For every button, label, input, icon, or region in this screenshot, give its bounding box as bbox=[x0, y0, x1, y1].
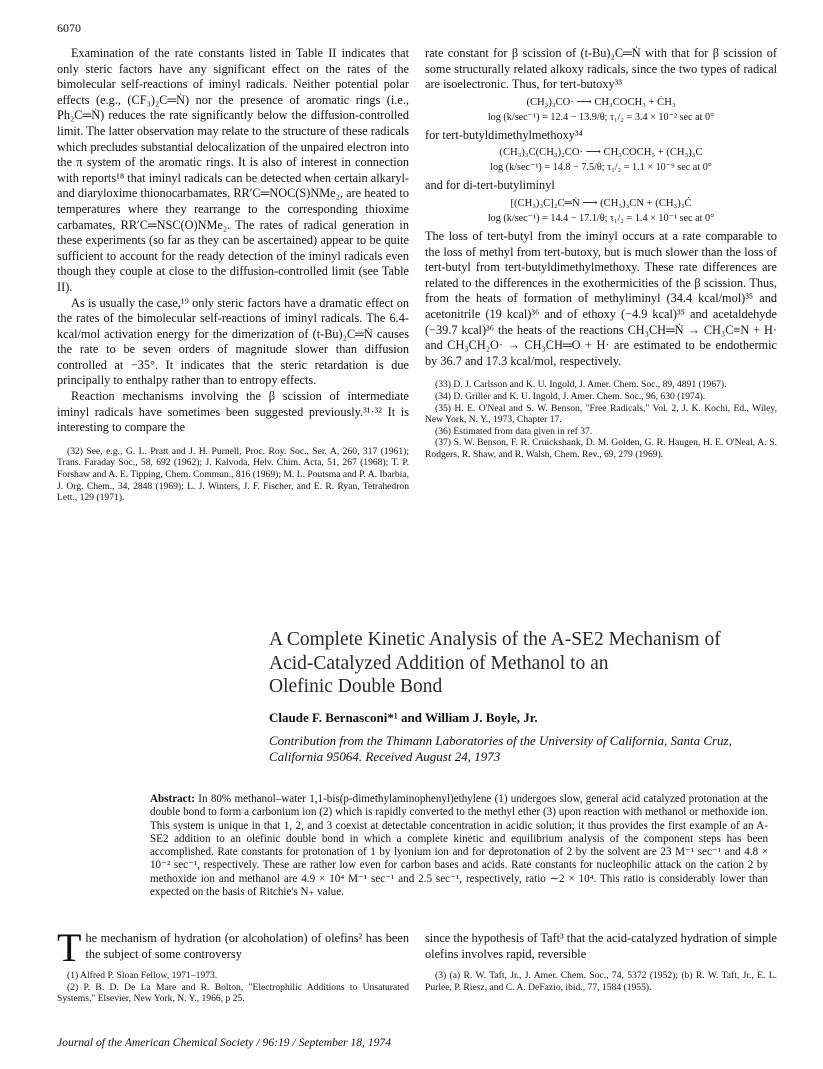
intro-paragraph-continued: since the hypothesis of Taft³ that the acid-catalyzed hydration of simple olefins involves rapid, reversible bbox=[425, 931, 777, 961]
footnotes-right bbox=[425, 379, 777, 460]
footnote-34: (34) D. Griller and K. U. Ingold, J. Amer. Chem. Soc., 96, 630 (1974). bbox=[435, 390, 706, 402]
abstract-text: In 80% methanol–water 1,1-bis(p-dimethylaminophenyl)ethylene (1) undergoes slow, general acid catalyzed protonation at the double bond to form a carbonium ion (2) which is rapidly converted to the methyl ether (3) upon reaction with methanol or methoxide ion. This system is unique in that 1, 2, and 3 coexist at detectable concentration in acidic solution; it thus provides the first example of an A-SE2 addition to an olefinic double bond in which a complete kinetic and equilibrium analysis of the component steps has been accomplished. Rate constants for protonation of 1 by lyonium ion and for deprotonation of 2 by the solvent are 23 M⁻¹ sec⁻¹ and 4.8 × 10⁻² sec⁻¹, respectively. These are rather low even for carbon bases and acids. Rate constants for nucleophilic attack on the cation 2 by methoxide ion and methanol are 4.9 × 10⁴ M⁻¹ sec⁻¹ and 2.5 sec⁻¹, respectively, ratio ∼2 × 10⁴. This ratio is considerably lower than expected on the basis of Ritchie's N₊ value. bbox=[150, 793, 768, 899]
text-for-iminyl: and for di-tert-butyliminyl bbox=[425, 178, 555, 193]
title-line: Acid-Catalyzed Addition of Methanol to an bbox=[269, 652, 609, 674]
footnotes-left bbox=[57, 446, 409, 504]
footnotes-intro-right bbox=[425, 970, 777, 993]
title-line: Olefinic Double Bond bbox=[269, 676, 443, 697]
equation-tert-butoxy: (CH₃)₃CO· ⟶ CH₃COCH₃ + ĊH₃ bbox=[526, 96, 676, 108]
footnote-1: (1) Alfred P. Sloan Fellow, 1971–1973. bbox=[67, 970, 218, 982]
text-for-butyldimethylmethoxy: for tert-butyldimethylmethoxy³⁴ bbox=[425, 127, 583, 142]
paragraph-table-ii: Examination of the rate constants listed in Table II indicates that only steric factors have any significant effect on the rates of the bimolecular self-reactions of iminyl radicals. Neither potential polar effects (e.g., (CF₃)₂C═Ṅ) nor the presence of aromatic rings (i.e., Ph₂C═Ṅ) reduces the rate significantly below the diffusion-controlled limit. The latter observation may relate to the structure of these radicals which precludes substantial delocalization of the unpaired electron into the π system of the aromatic rings. It is also of interest in connection with reports¹⁸ that iminyl radicals can be detected when certain alkaryl- and diaryloxime thionocarbamates, RR′C═NOC(S)NMe₂, are heated to temperatures where they rearrange to the corresponding thioxime carbamates, RR′C═NSC(O)NMe₂. The rates of radical generation in these experiments (so far as they can be ascertained) appear to be quite sufficient to account for the ready detection of the iminyl radicals even though they couple at close to the diffusion-controlled limit (see Table II). bbox=[57, 46, 409, 294]
journal-footer: Journal of the American Chemical Society / 96:19 / September 18, 1974 bbox=[57, 1036, 392, 1049]
paragraph-loss-tert-butyl: The loss of tert-butyl from the iminyl occurs at a rate comparable to the loss of methyl from tert-butoxy, but is much slower than the loss of tert-butyl from tert-butyldimethylmethoxy. These rate differences are related to the differences in the exothermicities of the β scission. Thus, from the heats of formation of methyliminyl (34.4 kcal/mol)³⁵ and acetonitrile (19 kcal)³⁶ and of ethoxy (−4.9 kcal)³⁵ and acetaldehyde (−39.7 kcal)³⁶ the heats of the reactions CH₃CH═Ṅ → CH₃C≡N + H· and CH₃CH₂O· → CH₃CH═O + H· are estimated to be endothermic by 36.7 and 17.3 kcal/mol, respectively. bbox=[425, 228, 777, 368]
footnote-35: (35) H. E. O'Neal and S. W. Benson, "Free Radicals," Vol. 2, J. K. Kochi, Ed., Wiley, New York, N. Y., 1973, Chapter 17. bbox=[425, 402, 777, 426]
left-column-bottom bbox=[57, 925, 409, 1005]
footnote-33: (33) D. J. Carlsson and K. U. Ingold, J. Amer. Chem. Soc., 89, 4891 (1967). bbox=[435, 379, 727, 391]
rate-iminyl: log (k/sec⁻¹) = 14.4 − 17.1/θ; τ₁/₂ = 1.4 × 10⁻¹ sec at 0° bbox=[487, 212, 715, 224]
equation-butyldimethylmethoxy: (CH₃)₃C(CH₃)₂CO· ⟶ CH₃COCH₃ + (CH₃)₃C bbox=[499, 147, 703, 159]
abstract bbox=[150, 793, 768, 899]
right-column-top bbox=[425, 46, 777, 460]
article-affiliation: Contribution from the Thimann Laboratories of the University of California, Santa Cruz, California 95064. Received August 24, 1973 bbox=[269, 733, 732, 764]
footnote-36: (36) Estimated from data given in ref 37. bbox=[435, 425, 593, 437]
paragraph-beta-scission: Reaction mechanisms involving the β scission of intermediate iminyl radicals have sometimes been suggested previously.³¹·³² It is interesting to compare the bbox=[57, 389, 409, 435]
rate-tert-butoxy: log (k/sec⁻¹) = 12.4 − 13.9/θ; τ₁/₂ = 3.4 × 10⁻² sec at 0° bbox=[487, 111, 715, 123]
footnote-37: (37) S. W. Benson, F. R. Cruickshank, D. M. Golden, G. R. Haugen, H. E. O'Neal, A. S. Rodgers, R. Shaw, and R. Walsh, Chem. Rev., 69, 279 (1969). bbox=[425, 437, 777, 460]
footnote-3: (3) (a) R. W. Taft, Jr., J. Amer. Chem. Soc., 74, 5372 (1952); (b) R. W. Taft, Jr., E. L. Purlee, P. Riesz, and C. A. DeFazio, ibid., 77, 1584 (1955). bbox=[425, 970, 777, 993]
intro-paragraph-start: he mechanism of hydration (or alcoholation) of olefins² has been the subject of some controversy bbox=[85, 931, 409, 961]
page-number: 6070 bbox=[57, 21, 81, 35]
rate-butyldimethylmethoxy: log (k/sec⁻¹) = 14.8 − 7.5/θ; τ₁/₂ = 1.1 × 10⁻⁹ sec at 0° bbox=[490, 162, 712, 174]
footnote-32: (32) See, e.g., G. L. Pratt and J. H. Purnell, Proc. Roy. Soc., Ser. A, 260, 317 (1961); Trans. Faraday Soc., 58, 692 (1962); J. Kalvoda, Helv. Chim. Acta, 51, 267 (1968); T. P. Forshaw and A. E. Tipping, Chem. Commun., 816 (1969); M. L. Poutsma and P. A. Ibarbia, J. Org. Chem., 34, 2848 (1969); L. J. Winters, J. F. Fischer, and E. R. Ryan, Tetrahedron Lett., 129 (1971). bbox=[57, 445, 409, 504]
right-column-bottom bbox=[425, 931, 777, 993]
left-column-top bbox=[57, 46, 409, 504]
paragraph-compare: rate constant for β scission of (t-Bu)₂C═Ṅ with that for β scission of some structurally related alkoxy radicals, since the two types of radical are isoelectronic. Thus, for tert-butoxy³³ bbox=[425, 46, 777, 92]
equation-iminyl: [(CH₃)₃C]₂C═Ṅ ⟶ (CH₃)₃CN + (CH₃)₃Ċ bbox=[510, 197, 692, 209]
abstract-label: Abstract: bbox=[150, 793, 195, 805]
article-authors: Claude F. Bernasconi*¹ and William J. Boyle, Jr. bbox=[269, 710, 538, 725]
drop-cap: T bbox=[57, 925, 82, 970]
article-title bbox=[269, 628, 789, 699]
title-line: A Complete Kinetic Analysis of the A-SE2 Mechanism of bbox=[269, 629, 721, 650]
footnotes-intro-left bbox=[57, 970, 409, 1005]
paragraph-steric: As is usually the case,¹⁹ only steric factors have a dramatic effect on the rates of the bimolecular self-reactions of iminyl radicals. The 6.4-kcal/mol activation energy for the dimerization of (t-Bu)₂C═Ṅ causes the rate to be seven orders of magnitude slower than diffusion controlled at −35°. It indicates that the steric retardation is due principally to enthalpy rather than to entropy effects. bbox=[57, 295, 409, 388]
footnote-2: (2) P. B. D. De La Mare and R. Bolton, "Electrophilic Additions to Unsaturated Systems," Elsevier, New York, N. Y., 1966, p 25. bbox=[57, 981, 409, 1005]
